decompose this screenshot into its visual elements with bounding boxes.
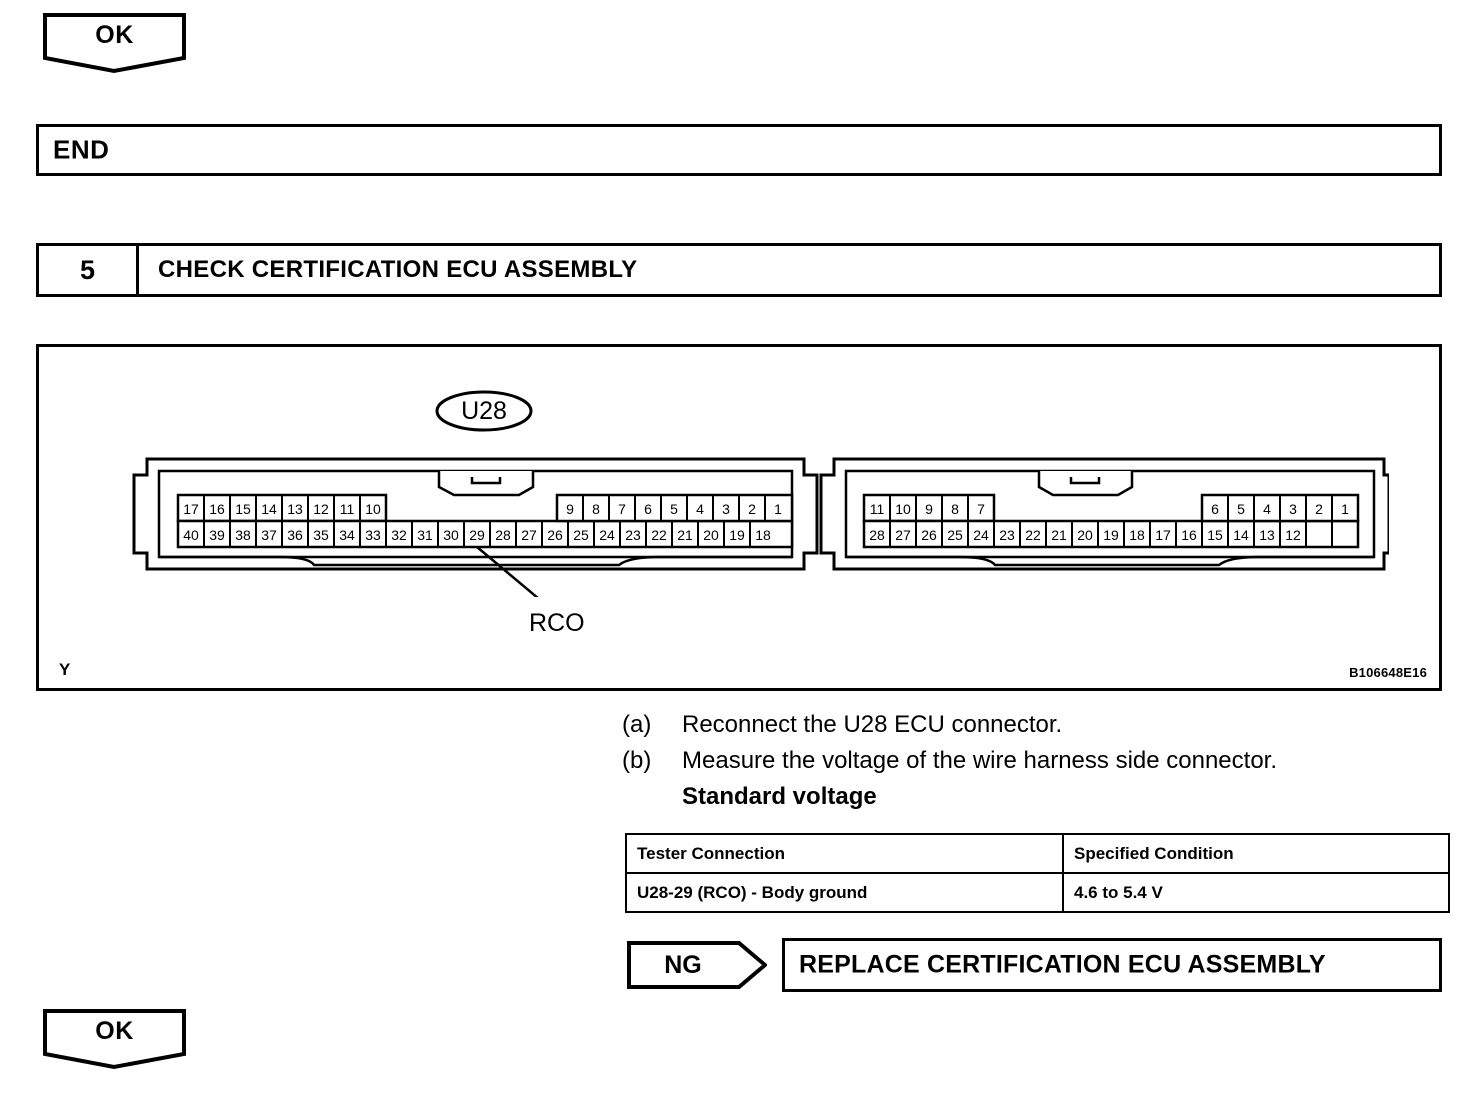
table-header-tester-connection: Tester Connection: [626, 834, 1063, 873]
svg-text:14: 14: [1233, 527, 1249, 543]
svg-text:15: 15: [1207, 527, 1223, 543]
replace-action-label: REPLACE CERTIFICATION ECU ASSEMBLY: [799, 950, 1326, 979]
instruction-text-a: Reconnect the U28 ECU connector.: [682, 711, 1063, 738]
svg-text:21: 21: [677, 527, 693, 543]
svg-text:8: 8: [951, 501, 959, 517]
svg-text:19: 19: [729, 527, 745, 543]
svg-text:24: 24: [599, 527, 615, 543]
instruction-item-b: [622, 744, 1452, 778]
ng-arrow-label: NG: [664, 951, 702, 979]
svg-text:31: 31: [417, 527, 433, 543]
svg-text:34: 34: [339, 527, 355, 543]
svg-text:12: 12: [313, 501, 329, 517]
svg-text:4: 4: [696, 501, 704, 517]
svg-text:18: 18: [755, 527, 771, 543]
svg-text:19: 19: [1103, 527, 1119, 543]
table-row: [626, 873, 1449, 912]
svg-text:7: 7: [977, 501, 985, 517]
svg-text:20: 20: [703, 527, 719, 543]
svg-text:23: 23: [625, 527, 641, 543]
instruction-marker-a: (a): [622, 711, 652, 738]
instruction-list: [622, 708, 1452, 814]
instruction-marker-b: (b): [622, 747, 652, 774]
svg-text:6: 6: [644, 501, 652, 517]
svg-text:35: 35: [313, 527, 329, 543]
svg-text:32: 32: [391, 527, 407, 543]
svg-text:12: 12: [1285, 527, 1301, 543]
connector-diagram: [99, 457, 1389, 597]
table-cell-specified-condition: 4.6 to 5.4 V: [1063, 873, 1449, 912]
svg-text:13: 13: [287, 501, 303, 517]
figure-corner-letter: Y: [59, 660, 71, 679]
svg-text:1: 1: [774, 501, 782, 517]
svg-text:2: 2: [748, 501, 756, 517]
standard-voltage-heading: Standard voltage: [682, 783, 877, 810]
end-box: [36, 124, 1442, 176]
svg-text:11: 11: [339, 501, 355, 517]
svg-text:40: 40: [183, 527, 199, 543]
svg-text:24: 24: [973, 527, 989, 543]
svg-text:17: 17: [1155, 527, 1171, 543]
svg-text:28: 28: [495, 527, 511, 543]
instruction-item-a: [622, 708, 1452, 742]
svg-text:9: 9: [925, 501, 933, 517]
connector-figure: [36, 344, 1442, 691]
svg-text:21: 21: [1051, 527, 1067, 543]
step-header: [36, 243, 1442, 297]
svg-text:4: 4: [1263, 501, 1271, 517]
replace-action-box: [782, 938, 1442, 992]
svg-text:39: 39: [209, 527, 225, 543]
svg-text:27: 27: [895, 527, 911, 543]
svg-text:33: 33: [365, 527, 381, 543]
svg-text:22: 22: [1025, 527, 1041, 543]
svg-text:29: 29: [469, 527, 485, 543]
step-title: CHECK CERTIFICATION ECU ASSEMBLY: [158, 256, 638, 283]
ok-arrow-top-label: OK: [95, 21, 134, 49]
svg-text:5: 5: [1237, 501, 1245, 517]
table-header-specified-condition: Specified Condition: [1063, 834, 1449, 873]
svg-text:16: 16: [209, 501, 225, 517]
svg-text:10: 10: [365, 501, 381, 517]
svg-text:11: 11: [869, 501, 885, 517]
svg-text:14: 14: [261, 501, 277, 517]
svg-text:9: 9: [566, 501, 574, 517]
svg-text:30: 30: [443, 527, 459, 543]
svg-text:15: 15: [235, 501, 251, 517]
rco-callout-label: RCO: [529, 609, 585, 637]
svg-text:2: 2: [1315, 501, 1323, 517]
specification-table: [625, 833, 1450, 913]
svg-text:7: 7: [618, 501, 626, 517]
svg-text:10: 10: [895, 501, 911, 517]
instruction-text-b: Measure the voltage of the wire harness side connector.: [682, 747, 1278, 774]
figure-code: B106648E16: [1349, 665, 1427, 680]
svg-text:3: 3: [722, 501, 730, 517]
svg-text:26: 26: [921, 527, 937, 543]
svg-text:13: 13: [1259, 527, 1275, 543]
end-label: END: [53, 134, 110, 165]
svg-text:27: 27: [521, 527, 537, 543]
svg-text:5: 5: [670, 501, 678, 517]
svg-text:17: 17: [183, 501, 199, 517]
ok-arrow-bottom-label: OK: [95, 1017, 134, 1045]
svg-text:36: 36: [287, 527, 303, 543]
step-number: 5: [39, 246, 139, 294]
svg-text:28: 28: [869, 527, 885, 543]
table-header-row: [626, 834, 1449, 873]
connector-id-label: U28: [461, 397, 507, 425]
svg-text:38: 38: [235, 527, 251, 543]
ok-arrow-top: [42, 12, 187, 74]
svg-text:23: 23: [999, 527, 1015, 543]
svg-text:6: 6: [1211, 501, 1219, 517]
svg-text:22: 22: [651, 527, 667, 543]
svg-text:25: 25: [947, 527, 963, 543]
svg-text:25: 25: [573, 527, 589, 543]
ok-arrow-bottom: [42, 1008, 187, 1070]
svg-text:20: 20: [1077, 527, 1093, 543]
table-cell-tester-connection: U28-29 (RCO) - Body ground: [626, 873, 1063, 912]
svg-text:16: 16: [1181, 527, 1197, 543]
svg-text:37: 37: [261, 527, 277, 543]
connector-id-bubble: [434, 389, 534, 433]
svg-text:1: 1: [1341, 501, 1349, 517]
ng-arrow: [627, 941, 767, 989]
svg-text:18: 18: [1129, 527, 1145, 543]
svg-text:3: 3: [1289, 501, 1297, 517]
svg-text:26: 26: [547, 527, 563, 543]
svg-text:8: 8: [592, 501, 600, 517]
